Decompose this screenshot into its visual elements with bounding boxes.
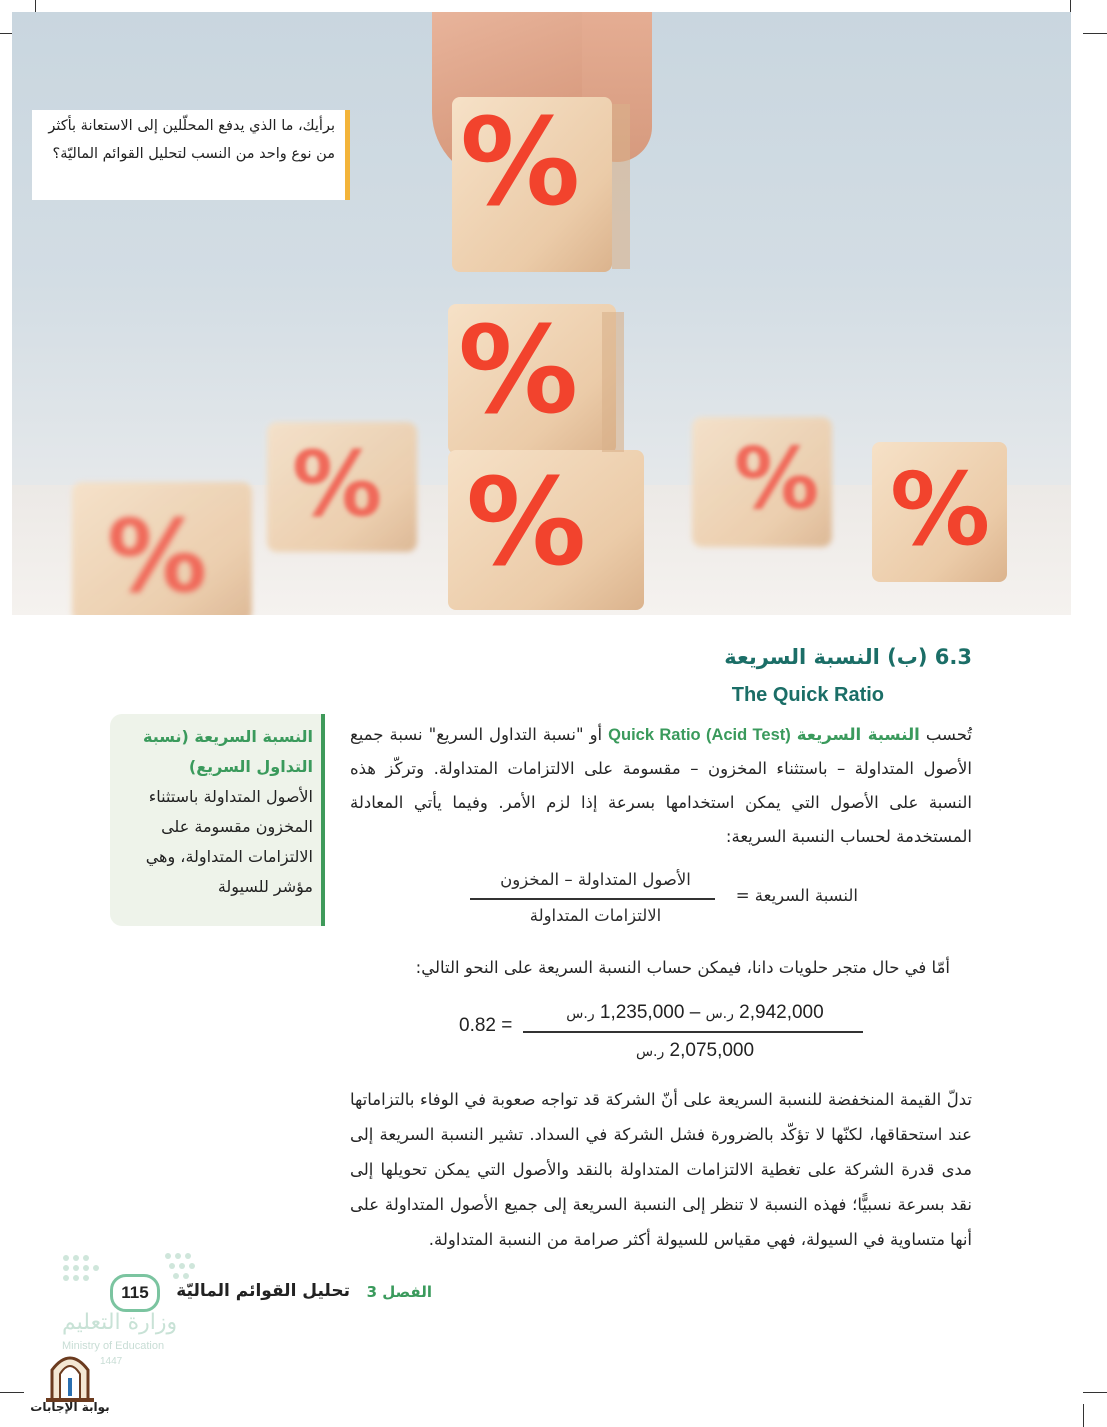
section-title: 6.3 (ب) النسبة السريعة [724, 645, 972, 669]
formula-lhs: النسبة السريعة = [735, 886, 858, 905]
calc-numerator [525, 1002, 865, 1024]
calc-result: 0.82 = [459, 1015, 513, 1036]
percent-icon: % [292, 432, 383, 537]
calc-denominator [525, 1040, 865, 1062]
callout-text: برأيك، ما الذي يدفع المحلّلين إلى الاستعانة بأكثر من نوع واحد من النسب لتحليل القوائم الماليّة؟ [48, 118, 335, 162]
term-quick-ratio-en: Quick Ratio (Acid Test) [608, 726, 791, 744]
calc-value: 1,235,000 [599, 1002, 685, 1023]
paragraph-rest: أو "نسبة التداول السريع" نسبة جميع الأصول المتداولة – باستثناء المخزون – مقسومة على الالتزامات المتداولة. وتركّز هذه النسبة على الأصول التي يمكن استخدامها بسرعة إذا لزم الأمر. وفيما يأتي المعادلة المستخدمة لحساب النسبة السريعة: [350, 725, 972, 846]
formula-numerator: الأصول المتداولة – المخزون [500, 870, 691, 889]
ministry-logo-dots-icon [60, 1250, 200, 1290]
percent-icon: % [734, 430, 820, 529]
mosque-arch-icon [30, 1348, 110, 1403]
paragraph-example-intro: أمّا في حال متجر حلويات دانا، فيمكن حساب النسبة السريعة على النحو التالي: [415, 958, 950, 977]
crop-mark [0, 1392, 24, 1393]
percent-icon: % [107, 498, 208, 615]
currency-label: ر.س [635, 1044, 665, 1060]
currency-label: ر.س [705, 1006, 734, 1022]
ministry-name-ar: وزارة التعليم [62, 1310, 178, 1335]
answers-portal-logo [30, 1348, 110, 1423]
formula-denominator: الالتزامات المتداولة [529, 906, 662, 925]
section-title-english: The Quick Ratio [731, 684, 884, 706]
fraction-bar [470, 898, 715, 900]
percent-icon: % [466, 454, 587, 593]
chapter-label: الفصل 3 [366, 1283, 432, 1301]
calc-value: 2,075,000 [669, 1040, 755, 1061]
glossary-definition: الأصول المتداولة باستثناء المخزون مقسومة على الالتزامات المتداولة، وهي مؤشر للسيولة [145, 787, 313, 896]
currency-label: ر.س [566, 1006, 595, 1022]
minus-sign: – [689, 1002, 701, 1023]
percent-icon: % [458, 302, 579, 441]
ministry-name-en: Ministry of Education [62, 1340, 165, 1352]
fraction-bar [523, 1031, 863, 1033]
hero-image [12, 12, 1071, 615]
calc-value: 2,942,000 [739, 1002, 824, 1023]
glossary-term: النسبة السريعة (نسبة التداول السريع) [143, 727, 313, 776]
page-number: 115 [110, 1274, 160, 1312]
glossary-sidebar [110, 714, 325, 926]
percent-icon: % [890, 451, 991, 568]
crop-mark [1083, 33, 1107, 34]
question-callout [32, 110, 350, 200]
logo-label: بوابة الإجابات [30, 1400, 110, 1414]
quick-ratio-calculation [455, 1000, 875, 1070]
paragraph-definition [350, 718, 972, 854]
crop-mark [1083, 1392, 1107, 1393]
quick-ratio-formula [468, 866, 858, 936]
paragraph-interpretation: تدلّ القيمة المنخفضة للنسبة السريعة على أنّ الشركة قد تواجه صعوبة في الوفاء بالتزاماتها عند استحقاقها، لكنّها لا تؤكّد بالضرورة فشل الشركة في السداد. تشير النسبة السريعة إلى مدى قدرة الشركة على تغطية الالتزامات المتداولة بالنقد والأصول التي يمكن تحويلها إلى نقد بسرعة نسبيًّا؛ فهذه النسبة لا تنظر إلى النسبة السريعة إلى جميع الأصول المتداولة على أنها متساوية في السيولة، فهي مقياس للسيولة أكثر صرامة من النسبة المتداولة. [350, 1090, 972, 1249]
term-quick-ratio-ar: النسبة السريعة [796, 725, 920, 744]
percent-icon: % [460, 94, 581, 233]
paragraph-lead: تُحسب [919, 725, 972, 744]
ministry-year: 1447 [100, 1356, 123, 1367]
chapter-title: تحليل القوائم الماليّة [176, 1281, 350, 1301]
crop-mark [1083, 1404, 1084, 1427]
